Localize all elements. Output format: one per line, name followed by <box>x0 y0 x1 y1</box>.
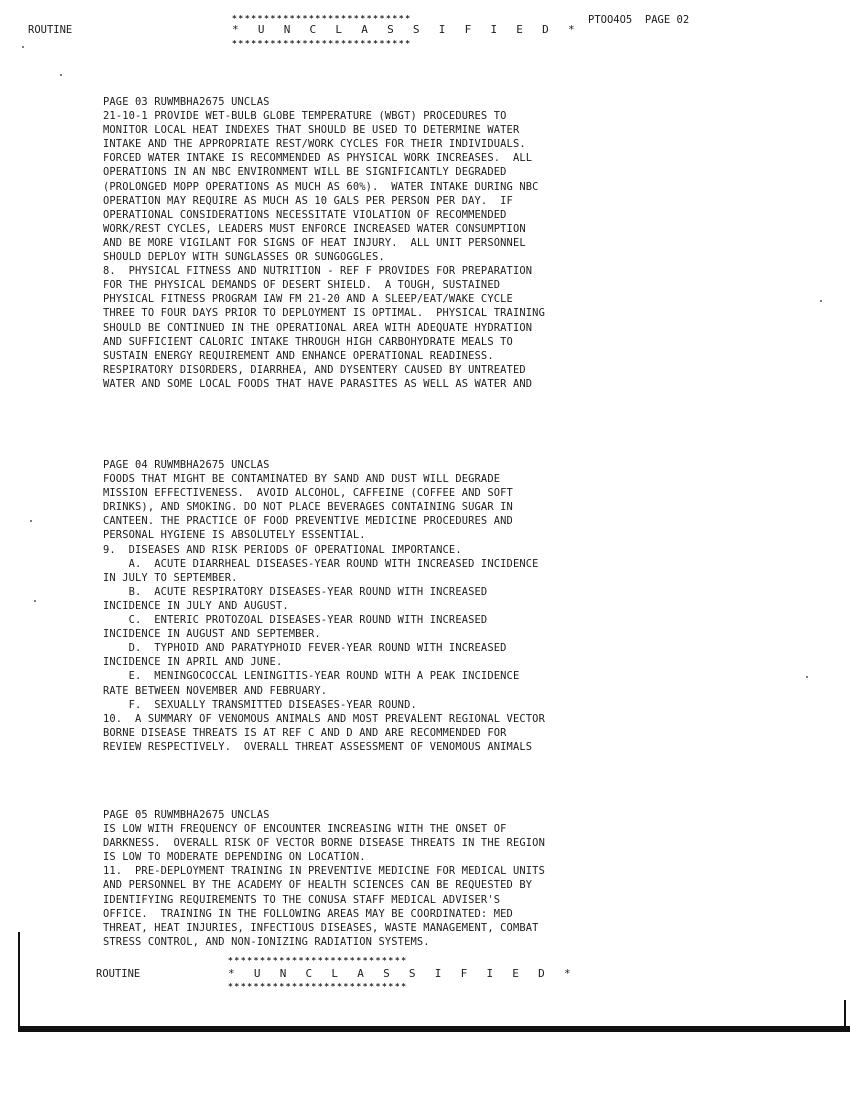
header-classification: * U N C L A S S I F I E D * <box>232 23 581 36</box>
body-line: AND SUFFICIENT CALORIC INTAKE THROUGH HIGH CARBOHYDRATE MEALS TO <box>103 335 513 348</box>
header-routine-label: ROUTINE <box>28 24 73 36</box>
header-stars-top: **************************** <box>232 14 412 23</box>
body-line: RATE BETWEEN NOVEMBER AND FEBRUARY. <box>103 684 328 697</box>
body-line: WORK/REST CYCLES, LEADERS MUST ENFORCE INCREASED WATER CONSUMPTION <box>103 222 526 235</box>
body-line: INCIDENCE IN AUGUST AND SEPTEMBER. <box>103 628 321 641</box>
body-line: BORNE DISEASE THREATS IS AT REF C AND D AND ARE RECOMMENDED FOR <box>103 726 507 739</box>
section-heading: PAGE 04 RUWMBHA2675 UNCLAS <box>103 459 270 471</box>
body-line: IDENTIFYING REQUIREMENTS TO THE CONUSA STAFF MEDICAL ADVISER'S <box>103 893 501 906</box>
page-border-bottom <box>18 1026 850 1032</box>
body-line: SHOULD BE CONTINUED IN THE OPERATIONAL AREA WITH ADEQUATE HYDRATION <box>103 321 533 334</box>
section-heading: PAGE 03 RUWMBHA2675 UNCLAS <box>103 96 270 108</box>
body-line: INCIDENCE IN JULY AND AUGUST. <box>103 599 289 612</box>
header-page-ref: PTOO4O5 PAGE 02 <box>588 14 690 26</box>
body-line: IN JULY TO SEPTEMBER. <box>103 571 238 584</box>
section-page-05 <box>103 808 843 949</box>
body-line: A. ACUTE DIARRHEAL DISEASES-YEAR ROUND WITH INCREASED INCIDENCE <box>103 557 539 570</box>
body-line: SUSTAIN ENERGY REQUIREMENT AND ENHANCE OPERATIONAL READINESS. <box>103 349 494 362</box>
section-page-04 <box>103 458 843 754</box>
body-line: REVIEW RESPECTIVELY. OVERALL THREAT ASSESSMENT OF VENOMOUS ANIMALS <box>103 740 533 753</box>
body-line: 10. A SUMMARY OF VENOMOUS ANIMALS AND MOST PREVALENT REGIONAL VECTOR <box>103 712 545 725</box>
body-line: INCIDENCE IN APRIL AND JUNE. <box>103 656 283 669</box>
body-line: RESPIRATORY DISORDERS, DIARRHEA, AND DYSENTERY CAUSED BY UNTREATED <box>103 363 526 376</box>
body-line: THREE TO FOUR DAYS PRIOR TO DEPLOYMENT IS OPTIMAL. PHYSICAL TRAINING <box>103 307 545 320</box>
body-line: IS LOW TO MODERATE DEPENDING ON LOCATION. <box>103 851 366 864</box>
body-line: 11. PRE-DEPLOYMENT TRAINING IN PREVENTIVE MEDICINE FOR MEDICAL UNITS <box>103 865 545 878</box>
body-line: SHOULD DEPLOY WITH SUNGLASSES OR SUNGOGGLES. <box>103 251 385 264</box>
body-line: OPERATIONS IN AN NBC ENVIRONMENT WILL BE SIGNIFICANTLY DEGRADED <box>103 166 507 179</box>
body-line: C. ENTERIC PROTOZOAL DISEASES-YEAR ROUND WITH INCREASED <box>103 614 488 627</box>
body-line: FORCED WATER INTAKE IS RECOMMENDED AS PHYSICAL WORK INCREASES. ALL <box>103 152 533 165</box>
body-line: PERSONAL HYGIENE IS ABSOLUTELY ESSENTIAL. <box>103 529 366 542</box>
footer-classification: * U N C L A S S I F I E D * <box>228 967 577 980</box>
scan-speck <box>60 74 62 76</box>
page-border-left <box>18 932 20 1028</box>
body-line: B. ACUTE RESPIRATORY DISEASES-YEAR ROUND WITH INCREASED <box>103 585 488 598</box>
section-heading: PAGE 05 RUWMBHA2675 UNCLAS <box>103 809 270 821</box>
body-line: OPERATIONAL CONSIDERATIONS NECESSITATE VIOLATION OF RECOMMENDED <box>103 208 507 221</box>
body-line: E. MENINGOCOCCAL LENINGITIS-YEAR ROUND WITH A PEAK INCIDENCE <box>103 670 520 683</box>
scan-speck <box>30 520 32 522</box>
body-line: D. TYPHOID AND PARATYPHOID FEVER-YEAR ROUND WITH INCREASED <box>103 642 507 655</box>
body-line: WATER AND SOME LOCAL FOODS THAT HAVE PARASITES AS WELL AS WATER AND <box>103 377 533 390</box>
body-line: MISSION EFFECTIVENESS. AVOID ALCOHOL, CAFFEINE (COFFEE AND SOFT <box>103 487 513 500</box>
header-stars-bottom: **************************** <box>232 39 412 48</box>
body-line: AND BE MORE VIGILANT FOR SIGNS OF HEAT INJURY. ALL UNIT PERSONNEL <box>103 236 526 249</box>
scan-speck <box>820 300 822 302</box>
body-line: CANTEEN. THE PRACTICE OF FOOD PREVENTIVE MEDICINE PROCEDURES AND <box>103 515 513 528</box>
page-border-right-tick <box>844 1000 846 1028</box>
body-line: 9. DISEASES AND RISK PERIODS OF OPERATIONAL IMPORTANCE. <box>103 543 462 556</box>
body-line: 21-10-1 PROVIDE WET-BULB GLOBE TEMPERATURE (WBGT) PROCEDURES TO <box>103 110 507 123</box>
body-line: IS LOW WITH FREQUENCY OF ENCOUNTER INCREASING WITH THE ONSET OF <box>103 823 507 836</box>
body-line: OPERATION MAY REQUIRE AS MUCH AS 10 GALS PER PERSON PER DAY. IF <box>103 194 513 207</box>
body-line: (PROLONGED MOPP OPERATIONS AS MUCH AS 60%). WATER INTAKE DURING NBC <box>103 180 539 193</box>
footer-stars-bottom: **************************** <box>228 982 408 991</box>
section-page-03 <box>103 95 843 391</box>
body-line: FOODS THAT MIGHT BE CONTAMINATED BY SAND AND DUST WILL DEGRADE <box>103 473 501 486</box>
scan-speck <box>806 676 808 678</box>
body-line: DRINKS), AND SMOKING. DO NOT PLACE BEVERAGES CONTAINING SUGAR IN <box>103 501 513 514</box>
body-line: INTAKE AND THE APPROPRIATE REST/WORK CYCLES FOR THEIR INDIVIDUALS. <box>103 138 526 151</box>
body-line: AND PERSONNEL BY THE ACADEMY OF HEALTH SCIENCES CAN BE REQUESTED BY <box>103 879 533 892</box>
body-line: F. SEXUALLY TRANSMITTED DISEASES-YEAR ROUND. <box>103 698 417 711</box>
body-line: 8. PHYSICAL FITNESS AND NUTRITION - REF F PROVIDES FOR PREPARATION <box>103 265 533 278</box>
footer-routine-label: ROUTINE <box>96 968 141 980</box>
footer-stars-top: **************************** <box>228 956 408 965</box>
body-line: MONITOR LOCAL HEAT INDEXES THAT SHOULD BE USED TO DETERMINE WATER <box>103 124 520 137</box>
scan-speck <box>34 600 36 602</box>
body-line: DARKNESS. OVERALL RISK OF VECTOR BORNE DISEASE THREATS IN THE REGION <box>103 837 545 850</box>
body-line: STRESS CONTROL, AND NON-IONIZING RADIATION SYSTEMS. <box>103 935 430 948</box>
body-line: OFFICE. TRAINING IN THE FOLLOWING AREAS MAY BE COORDINATED: MED <box>103 907 513 920</box>
body-line: FOR THE PHYSICAL DEMANDS OF DESERT SHIELD. A TOUGH, SUSTAINED <box>103 279 501 292</box>
scan-speck <box>22 46 24 48</box>
body-line: THREAT, HEAT INJURIES, INFECTIOUS DISEASES, WASTE MANAGEMENT, COMBAT <box>103 921 539 934</box>
body-line: PHYSICAL FITNESS PROGRAM IAW FM 21-20 AND A SLEEP/EAT/WAKE CYCLE <box>103 293 513 306</box>
